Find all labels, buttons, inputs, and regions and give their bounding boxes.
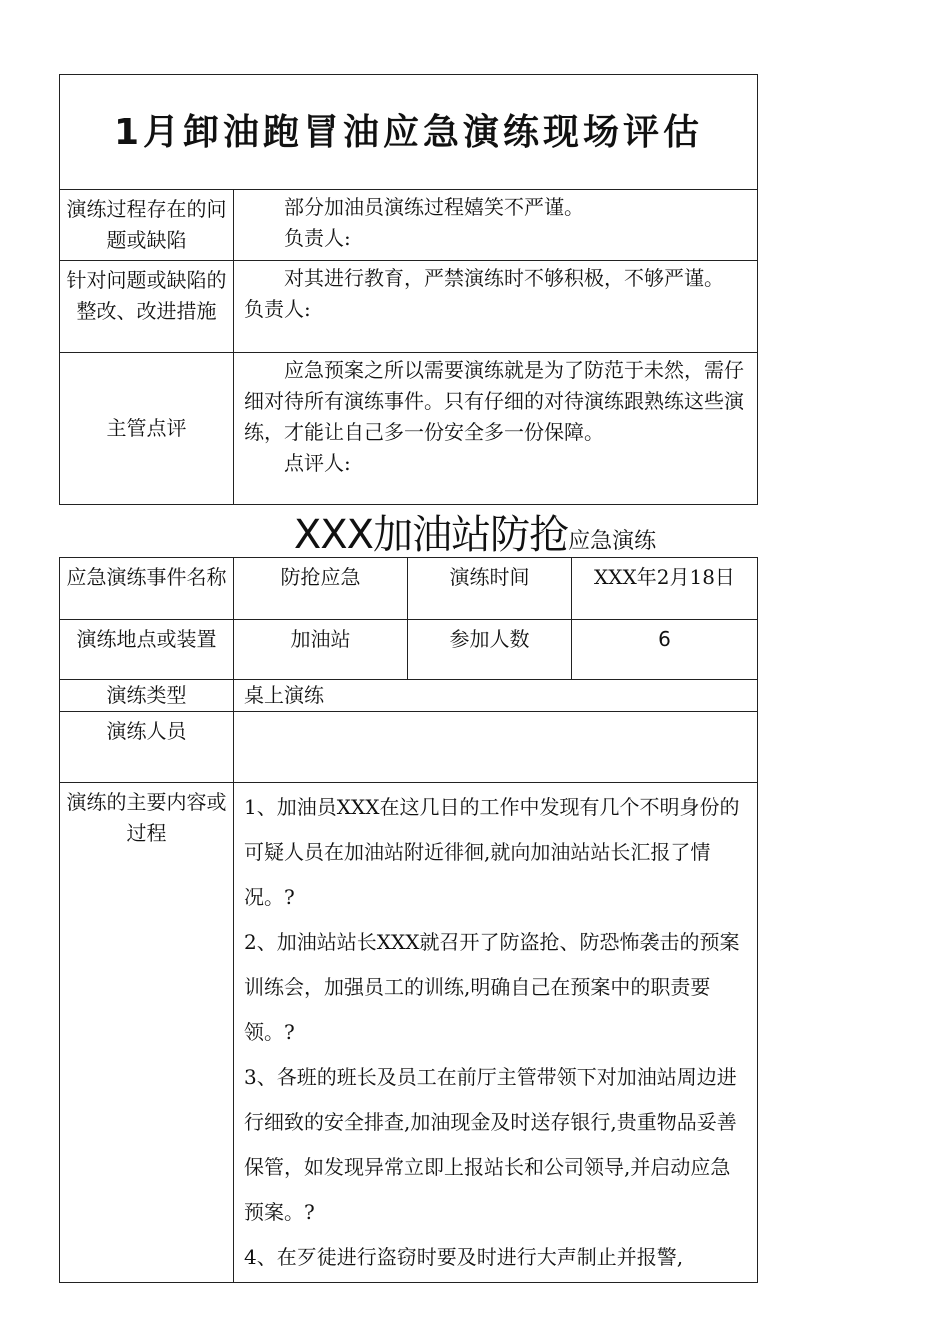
problems-text: 部分加油员演练过程嬉笑不严谨。 <box>284 195 584 219</box>
step-item: 3、各班的班长及员工在前厅主管带领下对加油站周边进行细致的安全排查,加油现金及时送存银行,贵重物品妥善保管，如发现异常立即上报站长和公司领导,并启动应急预案。? <box>244 1065 737 1224</box>
personnel-value <box>234 712 758 783</box>
type-value: 桌上演练 <box>234 680 758 712</box>
drill-heading <box>0 503 950 560</box>
personnel-label: 演练人员 <box>60 712 234 783</box>
participants-label: 参加人数 <box>408 620 572 680</box>
step-item: 4、在歹徒进行盗窃时要及时进行大声制止并报警, <box>244 1245 684 1269</box>
time-label: 演练时间 <box>408 558 572 620</box>
measures-cell <box>234 261 758 353</box>
step-item: 1、加油员XXX在这几日的工作中发现有几个不明身份的可疑人员在加油站附近徘徊,就向加油站站长汇报了情况。? <box>244 795 740 909</box>
location-value: 加油站 <box>234 620 408 680</box>
time-value: XXX年2月18日 <box>572 558 758 620</box>
event-name-label: 应急演练事件名称 <box>60 558 234 620</box>
review-owner: 点评人: <box>284 451 351 475</box>
content-label: 演练的主要内容或过程 <box>60 783 234 1283</box>
drill-heading-sub: 应急演练 <box>568 529 657 554</box>
measures-owner: 负责人: <box>244 297 311 321</box>
problems-label: 演练过程存在的问题或缺陷 <box>60 190 234 261</box>
problems-cell <box>234 190 758 261</box>
location-label: 演练地点或装置 <box>60 620 234 680</box>
evaluation-table <box>59 74 758 505</box>
content-cell <box>234 783 758 1283</box>
event-name-value: 防抢应急 <box>234 558 408 620</box>
type-label: 演练类型 <box>60 680 234 712</box>
drill-heading-main: XXX加油站防抢 <box>293 512 569 558</box>
evaluation-title: 1月卸油跑冒油应急演练现场评估 <box>60 75 758 190</box>
review-text: 应急预案之所以需要演练就是为了防范于未然，需仔细对待所有演练事件。只有仔细的对待演练跟熟练这些演练，才能让自己多一份安全多一份保障。 <box>244 358 744 444</box>
measures-text: 对其进行教育，严禁演练时不够积极，不够严谨。 <box>284 266 724 290</box>
step-item: 2、加油站站长XXX就召开了防盗抢、防恐怖袭击的预案训练会，加强员工的训练,明确自己在预案中的职责要领。? <box>244 930 740 1044</box>
problems-owner: 负责人: <box>284 226 351 250</box>
drill-table <box>59 557 758 1283</box>
measures-label: 针对问题或缺陷的整改、改进措施 <box>60 261 234 353</box>
review-label: 主管点评 <box>60 353 234 505</box>
participants-value: 6 <box>572 620 758 680</box>
review-cell <box>234 353 758 505</box>
